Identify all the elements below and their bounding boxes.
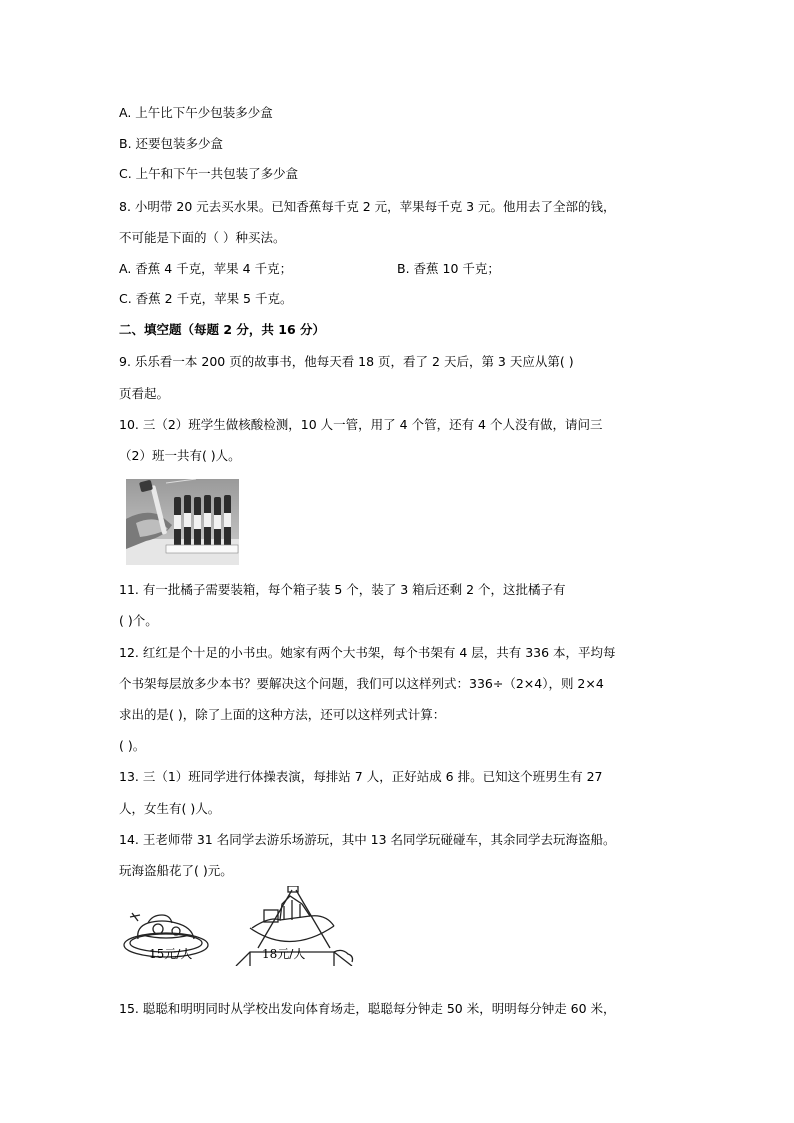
option-b-line: B. 还要包装多少盒: [119, 136, 224, 151]
question-8-option-b: B. 香蕉 10 千克；: [397, 261, 500, 276]
question-12-line-4: ( )。: [119, 738, 146, 753]
question-8-option-a: A. 香蕉 4 千克，苹果 4 千克；: [119, 261, 293, 276]
question-12-line-1: 12. 红红是个十足的小书虫。她家有两个大书架，每个书架有 4 层，共有 336 本，平均每: [119, 645, 616, 660]
question-13-line-2: 人，女生有( )人。: [119, 801, 221, 816]
test-tubes-photo: [126, 479, 239, 565]
option-c-line: C. 上午和下午一共包装了多少盒: [119, 166, 299, 181]
option-a-line: A. 上午比下午少包装多少盒: [119, 105, 273, 120]
question-11-line-1: 11. 有一批橘子需要装箱，每个箱子装 5 个，装了 3 箱后还剩 2 个，这批橘子有: [119, 582, 566, 597]
pirate-ship-price: 18元/人: [262, 947, 306, 961]
question-9-line-1: 9. 乐乐看一本 200 页的故事书，他每天看 18 页，看了 2 天后，第 3 天应从第( ): [119, 354, 574, 369]
section-heading-fill-in: 二、填空题（每题 2 分，共 16 分）: [119, 322, 326, 337]
question-11-line-2: ( )个。: [119, 613, 158, 628]
question-12-line-3: 求出的是( )，除了上面的这种方法，还可以这样列式计算：: [119, 707, 446, 722]
question-12-line-2: 个书架每层放多少本书？要解决这个问题，我们可以这样列式：336÷（2×4），则 2×4: [119, 676, 604, 691]
question-9-line-2: 页看起。: [119, 386, 170, 401]
question-8-line-1: 8. 小明带 20 元去买水果。已知香蕉每千克 2 元，苹果每千克 3 元。他用去了全部的钱，: [119, 199, 616, 214]
question-10-line-2: （2）班一共有( )人。: [119, 448, 241, 463]
question-14-line-1: 14. 王老师带 31 名同学去游乐场游玩，其中 13 名同学玩碰碰车，其余同学去玩海盗船。: [119, 832, 616, 847]
question-8-option-c: C. 香蕉 2 千克，苹果 5 千克。: [119, 291, 293, 306]
question-10-line-1: 10. 三（2）班学生做核酸检测，10 人一管，用了 4 个管，还有 4 个人没有做，请问三: [119, 417, 603, 432]
question-8-line-2: 不可能是下面的（ ）种买法。: [119, 230, 286, 245]
question-14-line-2: 玩海盗船花了( )元。: [119, 863, 233, 878]
question-13-line-1: 13. 三（1）班同学进行体操表演，每排站 7 人，正好站成 6 排。已知这个班男生有 27: [119, 769, 603, 784]
bumper-car-price: 15元/人: [149, 947, 193, 961]
question-15-line-1: 15. 聪聪和明明同时从学校出发向体育场走，聪聪每分钟走 50 米，明明每分钟走 60 米，: [119, 1001, 616, 1016]
